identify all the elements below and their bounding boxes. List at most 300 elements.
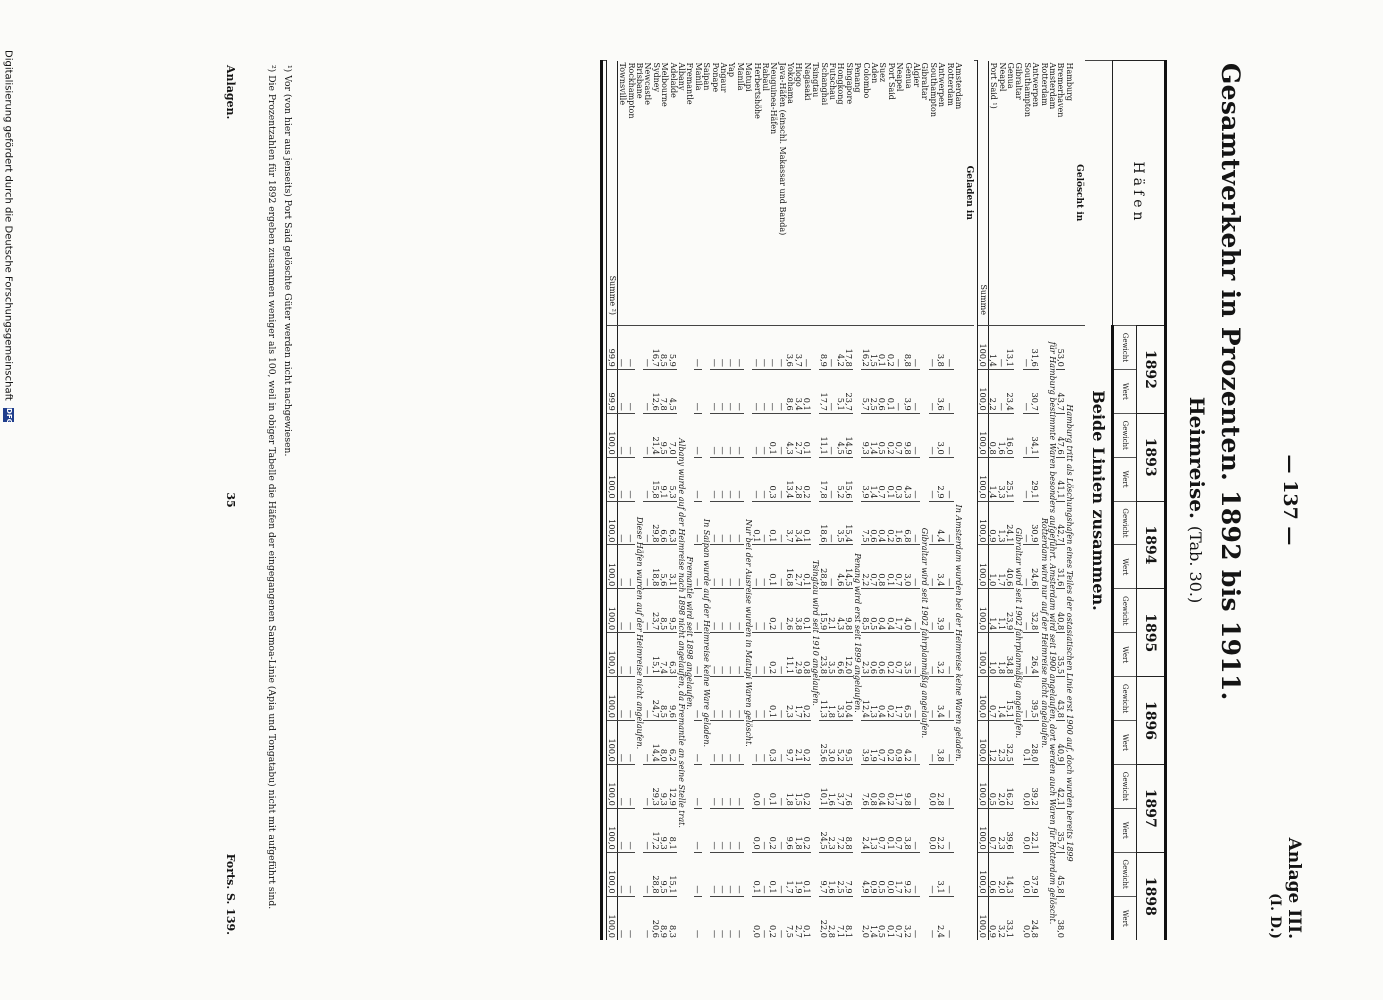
table-cell: 4,6: [836, 545, 844, 589]
table-cell: 3,8: [936, 326, 944, 370]
row-note: Gibraltar wird seit 1902 fahrplanmäßig angelaufen.: [920, 326, 928, 941]
table-cell: 43,7: [1056, 369, 1064, 413]
table-cell: —: [769, 326, 777, 370]
table-cell: 4,3: [836, 589, 844, 633]
table-cell: 4,2: [836, 326, 844, 370]
table-cell: 0,7: [894, 808, 902, 852]
table-cell: 2,0: [861, 896, 869, 940]
table-cell: 1,4: [988, 326, 997, 370]
port-name: Hamburg: [1064, 62, 1074, 102]
table-cell: —: [777, 852, 785, 896]
table-cell: —: [945, 413, 953, 457]
table-cell: —: [760, 457, 768, 501]
table-cell: 31,6: [1056, 545, 1064, 589]
table-cell: 1,4: [988, 589, 997, 633]
table-cell: —: [777, 721, 785, 765]
table-cell: 3,3: [997, 457, 1005, 501]
table-cell: 1,4: [869, 896, 877, 940]
port-name: Java-Häfen (einschl. Makassar und Banda): [777, 62, 787, 236]
table-cell: —: [735, 369, 743, 413]
table-cell: 16,7: [651, 326, 659, 370]
table-cell: 0,7: [878, 808, 886, 852]
table-cell: —: [617, 326, 626, 370]
port-name: Tsingtau: [810, 62, 820, 98]
table-cell: —: [693, 326, 701, 370]
table-row: [802, 61, 810, 941]
table-cell: 1,8: [997, 633, 1005, 677]
table-row: [1039, 61, 1047, 941]
table-cell: —: [1022, 589, 1030, 633]
table-cell: —: [718, 501, 726, 545]
port-name: Yap: [726, 62, 736, 78]
table-row: [710, 61, 718, 941]
table-cell: 3,6: [936, 369, 944, 413]
table-cell: —: [718, 413, 726, 457]
table-cell: —: [693, 589, 701, 633]
table-cell: —: [777, 413, 785, 457]
table-cell: —: [1022, 369, 1030, 413]
table-cell: —: [752, 457, 760, 501]
table-cell: 9,6: [668, 677, 676, 721]
table-cell: —: [727, 369, 735, 413]
sum-cell: 100,0: [977, 677, 988, 721]
table-cell: 2,2: [988, 369, 997, 413]
table-cell: —: [643, 896, 651, 940]
table-cell: 0,1: [886, 545, 894, 589]
table-cell: 0,5: [988, 764, 997, 808]
year-header: 1898: [1136, 852, 1165, 940]
port-name: Port Said: [886, 62, 896, 100]
sum-cell: 99,9: [606, 326, 617, 370]
table-cell: 2,3: [827, 808, 835, 852]
table-cell: 21,4: [651, 413, 659, 457]
sum-cell: 100,0: [977, 326, 988, 370]
table-cell: 5,9: [668, 326, 676, 370]
table-cell: —: [911, 633, 919, 677]
port-name: Southampton: [928, 62, 938, 117]
port-name: Rockhampton: [626, 62, 636, 119]
table-cell: 3,4: [794, 369, 802, 413]
table-cell: —: [894, 326, 902, 370]
table-cell: —: [735, 677, 743, 721]
table-cell: 3,2: [997, 896, 1005, 940]
table-cell: —: [752, 589, 760, 633]
sum-cell: 100,0: [606, 457, 617, 501]
table-cell: —: [626, 677, 634, 721]
table-cell: 17,2: [651, 808, 659, 852]
table-cell: 1,8: [827, 677, 835, 721]
table-cell: 14,9: [844, 413, 852, 457]
table-cell: 3,6: [785, 326, 793, 370]
weight-subheader: Gewicht: [1112, 589, 1136, 633]
table-cell: —: [735, 457, 743, 501]
table-cell: —: [760, 326, 768, 370]
table-cell: 12,9: [668, 764, 676, 808]
table-cell: 14,5: [844, 545, 852, 589]
table-cell: 0,0: [1022, 764, 1030, 808]
table-cell: 47,6: [1056, 413, 1064, 457]
table-cell: —: [752, 326, 760, 370]
section-title-spacer: [1073, 326, 1085, 941]
table-cell: 15,1: [668, 852, 676, 896]
table-cell: 2,3: [861, 633, 869, 677]
table-cell: —: [626, 413, 634, 457]
table-cell: 0,7: [988, 808, 997, 852]
sum-cell: 100,0: [606, 545, 617, 589]
sum-cell: 100,0: [606, 852, 617, 896]
table-cell: 4,3: [903, 457, 911, 501]
table-cell: —: [643, 677, 651, 721]
table-cell: —: [827, 369, 835, 413]
table-cell: 23,8: [819, 633, 827, 677]
table-cell: —: [945, 545, 953, 589]
table-cell: 3,7: [785, 501, 793, 545]
table-cell: 1,3: [869, 808, 877, 852]
table-cell: —: [643, 457, 651, 501]
table-cell: 0,3: [769, 457, 777, 501]
table-cell: —: [718, 721, 726, 765]
table-row: [794, 61, 802, 941]
table-row: [760, 61, 768, 941]
table-cell: —: [617, 501, 626, 545]
table-cell: 10,4: [844, 677, 852, 721]
table-cell: —: [735, 808, 743, 852]
table-cell: —: [911, 764, 919, 808]
table-cell: 40,8: [1056, 589, 1064, 633]
section-title: Geladen in: [963, 165, 974, 220]
annex-subtitle: (I. D.): [1266, 892, 1283, 939]
table-cell: —: [945, 808, 953, 852]
table-cell: 41,1: [1056, 457, 1064, 501]
sum-cell: 100,0: [606, 896, 617, 940]
table-cell: 23,7: [651, 589, 659, 633]
table-cell: 4,4: [936, 501, 944, 545]
table-cell: 6,6: [660, 501, 668, 545]
table-cell: —: [626, 808, 634, 852]
row-note: Gibraltar wird seit 1902 fahrplanmäßig angelaufen.: [1014, 326, 1022, 941]
table-cell: 23,7: [844, 369, 852, 413]
table-cell: 0,0: [928, 808, 936, 852]
table-cell: 4,3: [785, 413, 793, 457]
subtitle-text: Heimreise.: [1184, 396, 1209, 519]
table-cell: 3,7: [794, 326, 802, 370]
table-cell: 0,0: [886, 852, 894, 896]
table-cell: 6,8: [903, 501, 911, 545]
table-cell: —: [727, 413, 735, 457]
table-row: [1014, 61, 1022, 941]
table-row: [819, 61, 827, 941]
table-cell: —: [735, 326, 743, 370]
table-cell: —: [928, 457, 936, 501]
table-cell: 15,8: [651, 457, 659, 501]
year-header-row: [1136, 61, 1165, 941]
table-cell: —: [710, 501, 718, 545]
table-cell: 0,9: [894, 721, 902, 765]
table-cell: 2,8: [827, 896, 835, 940]
port-name: Yokohama: [785, 62, 795, 104]
table-cell: —: [1022, 326, 1030, 370]
table-cell: 8,9: [819, 326, 827, 370]
table-cell: 0,1: [886, 808, 894, 852]
row-note: Hamburg tritt als Löschungshafen eines Teiles der ostasiatischen Linie erst 1900 auf, doch wurden bereits 1899: [1064, 326, 1072, 941]
table-cell: —: [617, 721, 626, 765]
table-cell: 3,2: [936, 633, 944, 677]
table-cell: —: [643, 369, 651, 413]
statistics-table: [596, 60, 1167, 940]
table-cell: 0,1: [752, 501, 760, 545]
table-cell: —: [727, 589, 735, 633]
table-cell: 4,0: [903, 589, 911, 633]
year-header: 1897: [1136, 764, 1165, 852]
table-cell: 0,2: [886, 764, 894, 808]
table-cell: —: [710, 808, 718, 852]
table-cell: —: [693, 501, 701, 545]
table-cell: 0,6: [988, 852, 997, 896]
table-cell: 5,7: [861, 369, 869, 413]
table-row: [1005, 61, 1013, 941]
table-cell: —: [928, 896, 936, 940]
table-cell: —: [626, 896, 634, 940]
table-cell: 2,7: [794, 413, 802, 457]
table-cell: 0,7: [894, 896, 902, 940]
port-name: Schanghai: [819, 62, 829, 106]
port-name: Antwerpen: [936, 62, 946, 108]
table-cell: 35,5: [1056, 633, 1064, 677]
row-note: Rotterdam wird nur auf der Heimreise nicht angelaufen.: [1039, 326, 1047, 941]
table-cell: 8,0: [660, 721, 668, 765]
footer-center: 35: [223, 492, 237, 508]
sum-cell: 100,0: [977, 633, 988, 677]
table-cell: —: [1022, 501, 1030, 545]
port-name: Brisbane: [634, 62, 644, 99]
table-cell: —: [752, 677, 760, 721]
table-cell: 2,3: [997, 808, 1005, 852]
table-cell: —: [617, 633, 626, 677]
table-cell: 9,7: [819, 852, 827, 896]
table-cell: —: [643, 808, 651, 852]
table-cell: 29,1: [1031, 457, 1039, 501]
table-cell: —: [777, 677, 785, 721]
spacer-row: [601, 61, 606, 941]
table-cell: 3,9: [861, 457, 869, 501]
table-cell: 8,5: [660, 677, 668, 721]
table-cell: 18,6: [819, 501, 827, 545]
table-cell: 2,3: [997, 721, 1005, 765]
sum-cell: 100,0: [606, 413, 617, 457]
table-cell: —: [928, 326, 936, 370]
table-cell: —: [693, 545, 701, 589]
table-cell: 2,1: [794, 721, 802, 765]
port-name: Saipan: [701, 62, 711, 91]
table-cell: 0,1: [802, 545, 810, 589]
table-cell: 0,2: [886, 633, 894, 677]
table-cell: —: [945, 369, 953, 413]
table-cell: —: [735, 501, 743, 545]
table-row: [869, 61, 877, 941]
port-name: Gibraltar: [919, 62, 929, 100]
table-cell: —: [710, 545, 718, 589]
table-cell: —: [827, 501, 835, 545]
table-cell: 3,3: [836, 677, 844, 721]
table-cell: —: [710, 413, 718, 457]
table-cell: 24,6: [1031, 545, 1039, 589]
table-cell: —: [727, 545, 735, 589]
table-cell: 1,6: [827, 852, 835, 896]
table-cell: —: [617, 369, 626, 413]
table-cell: 0,7: [878, 721, 886, 765]
table-row: [894, 61, 902, 941]
table-cell: —: [727, 677, 735, 721]
table-cell: —: [928, 677, 936, 721]
table-cell: 0,7: [894, 413, 902, 457]
table-cell: 0,2: [802, 457, 810, 501]
table-row: [827, 61, 835, 941]
table-cell: —: [693, 764, 701, 808]
table-cell: —: [727, 852, 735, 896]
year-header: 1894: [1136, 501, 1165, 589]
table-cell: —: [710, 589, 718, 633]
table-row: [911, 61, 919, 941]
table-cell: 5,2: [836, 457, 844, 501]
row-note: In Amsterdam wurden bei der Heimreise keine Waren geladen.: [953, 326, 961, 941]
table-cell: 5,6: [660, 545, 668, 589]
section-title: Gelöscht in: [1074, 164, 1084, 222]
table-row: [945, 61, 953, 941]
table-cell: —: [760, 808, 768, 852]
table-row: [997, 61, 1005, 941]
table-cell: —: [718, 457, 726, 501]
digitization-note-text: Digitalisierung gefördert durch die Deutsche Forschungsgemeinschaft: [2, 50, 14, 401]
table-cell: —: [752, 721, 760, 765]
table-cell: 2,9: [794, 633, 802, 677]
port-name: Neuguinea-Häfen: [768, 62, 778, 135]
sum-cell: 100,0: [606, 633, 617, 677]
table-cell: —: [710, 677, 718, 721]
table-cell: —: [727, 633, 735, 677]
table-cell: —: [727, 764, 735, 808]
sum-cell: 100,0: [606, 721, 617, 765]
table-cell: 1,1: [997, 589, 1005, 633]
table-cell: 9,5: [660, 852, 668, 896]
table-cell: —: [617, 457, 626, 501]
port-name: Adelaide: [668, 62, 678, 98]
table-cell: —: [710, 326, 718, 370]
sum-cell: 100,0: [606, 501, 617, 545]
table-row: [1064, 61, 1072, 941]
table-cell: 3,4: [936, 545, 944, 589]
section-header-row: [1073, 61, 1085, 941]
table-cell: 22,0: [819, 896, 827, 940]
sum-cell: 100,0: [977, 413, 988, 457]
table-cell: —: [643, 501, 651, 545]
table-cell: —: [827, 413, 835, 457]
port-name: Sydney: [651, 62, 661, 93]
table-cell: —: [693, 852, 701, 896]
table-cell: 4,2: [903, 721, 911, 765]
table-cell: —: [827, 545, 835, 589]
table-cell: 5,1: [836, 369, 844, 413]
table-cell: 3,7: [836, 764, 844, 808]
table-cell: —: [945, 501, 953, 545]
table-cell: —: [718, 896, 726, 940]
annex-title: Anlage III.: [1283, 837, 1304, 939]
table-cell: 3,1: [668, 545, 676, 589]
ports-column-header: Häfen: [1112, 61, 1165, 326]
table-row: [811, 61, 819, 941]
table-cell: 3,4: [794, 501, 802, 545]
table-cell: —: [777, 369, 785, 413]
table-cell: 1,6: [894, 501, 902, 545]
table-cell: 28,8: [651, 852, 659, 896]
table-cell: —: [760, 896, 768, 940]
sum-cell: 99,9: [606, 369, 617, 413]
table-cell: —: [626, 457, 634, 501]
port-name: Port Said ¹): [988, 62, 998, 109]
table-cell: —: [727, 896, 735, 940]
sum-cell: 100,0: [977, 721, 988, 765]
table-cell: —: [760, 413, 768, 457]
table-cell: —: [626, 501, 634, 545]
table-row: [886, 61, 894, 941]
table-cell: 53,0: [1056, 326, 1064, 370]
table-cell: 0,1: [878, 326, 886, 370]
table-cell: 28,8: [819, 545, 827, 589]
table-cell: —: [945, 721, 953, 765]
table-cell: 11,1: [819, 413, 827, 457]
table-cell: 9,5: [660, 413, 668, 457]
table-cell: 0,9: [869, 852, 877, 896]
port-name: Suez: [877, 62, 887, 83]
port-name: Angaur: [718, 62, 728, 93]
table-cell: —: [718, 808, 726, 852]
table-row: [988, 61, 997, 941]
table-cell: 5,2: [836, 721, 844, 765]
table-cell: 1,7: [894, 589, 902, 633]
table-cell: —: [911, 545, 919, 589]
table-cell: 2,5: [869, 369, 877, 413]
table-cell: 2,8: [936, 764, 944, 808]
sum-cell: 100,0: [977, 808, 988, 852]
table-cell: —: [928, 721, 936, 765]
table-row: [752, 61, 760, 941]
table-cell: 7,6: [861, 764, 869, 808]
table-cell: 17,8: [844, 326, 852, 370]
table-cell: —: [760, 545, 768, 589]
table-row: [735, 61, 743, 941]
sum-cell: 100,0: [606, 764, 617, 808]
table-cell: 0,2: [802, 764, 810, 808]
table-cell: —: [911, 413, 919, 457]
table-row: [928, 61, 936, 941]
table-cell: —: [911, 677, 919, 721]
table-cell: 0,4: [878, 501, 886, 545]
table-cell: 1,6: [827, 764, 835, 808]
table-cell: 0,1: [769, 413, 777, 457]
table-cell: 11,3: [819, 677, 827, 721]
table-cell: 8,5: [660, 589, 668, 633]
table-cell: —: [777, 808, 785, 852]
page-subtitle: [1185, 55, 1209, 945]
subtitle-tab: (Tab. 30.): [1185, 525, 1205, 604]
table-cell: 3,1: [936, 852, 944, 896]
port-name: Antwerpen: [1030, 62, 1040, 108]
table-cell: —: [945, 589, 953, 633]
table-cell: —: [626, 545, 634, 589]
table-cell: 1,7: [894, 764, 902, 808]
table-cell: 0,2: [769, 633, 777, 677]
table-cell: 1,3: [869, 677, 877, 721]
table-cell: 4,5: [836, 413, 844, 457]
